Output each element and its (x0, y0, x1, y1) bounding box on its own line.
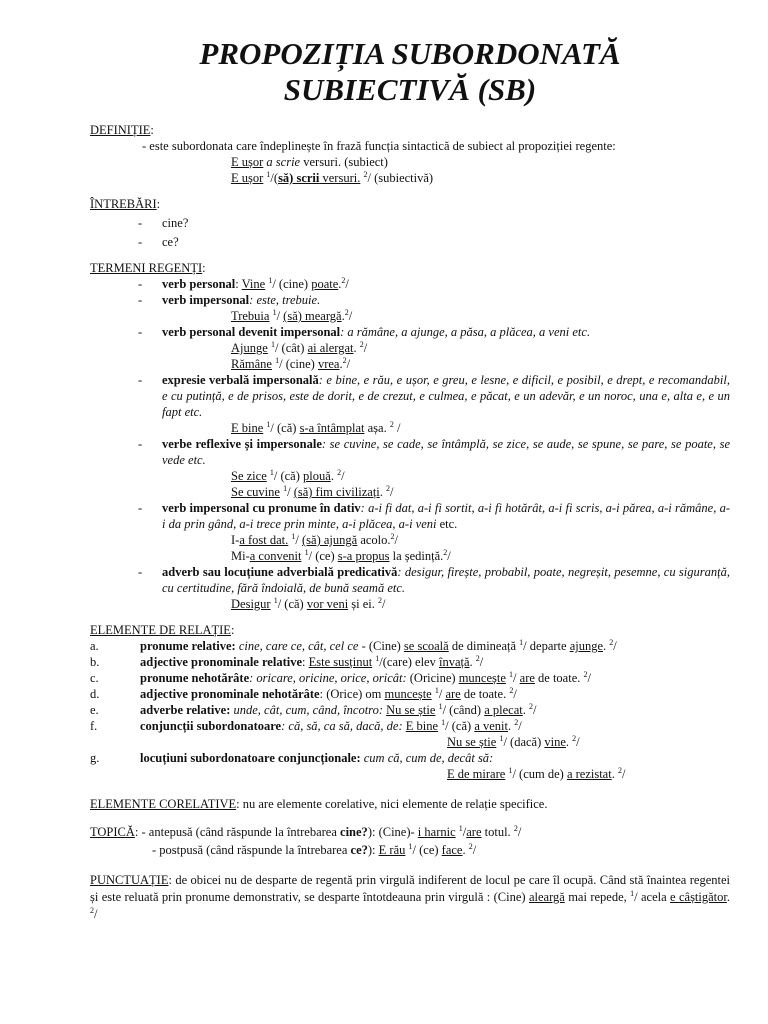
definition-text: - este subordonata care îndeplinește în frază funcția sintactică de subiect al propoziției regente: (142, 139, 616, 153)
term-example: Desigur $^1$/ (că) vor veni și ei. $^2$/ (231, 595, 386, 611)
term-example: Se cuvine $^1$/ (să) fim civilizați. $^2$/ (231, 483, 394, 499)
term-example: Ajunge $^1$/ (cât) ai alergat. $^2$/ (231, 339, 368, 355)
relation-item: e. adverbe relative: unde, cât, cum, când, încotro: Nu se știe $^1$/ (când) a plecat. $^2$/ (90, 701, 537, 717)
correlative-elements-section: ELEMENTE CORELATIVE: nu are elemente corelative, nici elemente de relație specifice. (90, 797, 548, 811)
relation-item: f. conjuncții subordonatoare: că, să, ca să, dacă, de: E bine $^1$/ (că) a venit. $^2$/ (90, 717, 522, 733)
term-item: - verb personal: Vine $^1$/ (cine) poate.$^2$/ (138, 275, 349, 291)
relation-item: c. pronume nehotărâte: oricare, oricine, orice, oricât: (Oricine) muncește $^1$/ are de toate. $^2$/ (90, 669, 591, 685)
questions-heading: ÎNTREBĂRI (90, 197, 157, 211)
correlative-heading: ELEMENTE CORELATIVE (90, 797, 237, 811)
question-item: - cine? (138, 216, 189, 230)
word-order-section: TOPICĂ: - antepusă (când răspunde la întrebarea cine?): (Cine)- i harnic $^1$/are totul. $^2$/ - postpusă (când răspunde la întrebarea ce?): E rău $^1$/ (ce) face. $^2$/ (90, 823, 522, 857)
word-order-heading: TOPICĂ (90, 825, 135, 839)
term-example: I-a fost dat. $^1$/ (să) ajungă acolo.$^2$/ (231, 531, 399, 547)
title-line-2: SUBIECTIVĂ (SB) (283, 72, 537, 107)
definition-example-2: E ușor $^1$/(să) scrii versuri. $^2$/ (subiectivă) (231, 169, 434, 185)
questions-section: ÎNTREBĂRI: - cine? - ce? (90, 196, 730, 250)
term-item: - expresie verbală impersonală: e bine, e rău, e ușor, e greu, e lesne, e dificil, e posibil, e drept, e recomandabil, e cu putință, e de prisos, este de dorit, e de crezut, e culmea, e păcat, e un adevăr, e un noroc, una e, alta e, e un fapt etc. (138, 373, 731, 419)
punctuation-heading: PUNCTUAȚIE (90, 873, 169, 887)
relation-example: Nu se știe $^1$/ (dacă) vine. $^2$/ (447, 733, 580, 749)
document-page (90, 36, 730, 923)
question-item: - ce? (138, 235, 179, 249)
relation-item: b. adjective pronominale relative: Este susținut $^1$/(care) elev învață. $^2$/ (90, 653, 484, 669)
term-item: - adverb sau locuțiune adverbială predicativă: desigur, firește, probabil, poate, negreșit, pesemne, cu siguranță, cu certitudine, fără îndoială, de bună seamă etc. (138, 565, 730, 595)
definition-section: DEFINIȚIE: - este subordonata care îndeplinește în frază funcția sintactică de subiect al propoziției regente: E ușor a scrie versuri. (subiect) E ușor $^1$/(să) scrii versuri. $^2$/ (subiectivă) (90, 122, 730, 186)
punctuation-section: PUNCTUAȚIE: de obicei nu de desparte de regentă prin virgulă indiferent de locul pe care îl ocupă. Când stă înaintea regentei și este reluată prin pronume demonstrativ, se desparte întotdeauna prin virgulă : (Cine) aleargă mai repede, $^1$/ acela e câștigător. $^2$/ (90, 873, 731, 921)
definition-heading: DEFINIȚIE (90, 123, 151, 137)
term-item: - verb impersonal cu pronume în dativ: a-i fi dat, a-i fi sortit, a-i fi hotărât, a-i fi scris, a-i părea, a-i rămâne, a-i da prin gând, a-i trece prin minte, a-i plăcea, a-i veni etc. (138, 501, 731, 531)
relation-item: a. pronume relative: cine, care ce, cât, cel ce - (Cine) se scoală de dimineață $^1$/ departe ajunge. $^2$/ (90, 637, 617, 653)
term-example: E bine $^1$/ (că) s-a întâmplat așa. $^2$ / (231, 419, 401, 435)
relation-item: g. locuțiuni subordonatoare conjuncționale: cum că, cum de, decât să: (90, 751, 494, 765)
relation-item: d. adjective pronominale nehotărâte: (Orice) om muncește $^1$/ are de toate. $^2$/ (90, 685, 517, 701)
relation-elements-section: ELEMENTE DE RELAȚIE: a. pronume relative: cine, care ce, cât, cel ce - (Cine) se scoală de dimineață $^1$/ departe ajunge. $^2$/ b. adjective pronominale relative: Este susținut $^1$/(care) elev învață. $^2$/ c. pronume nehotărâte: oricare, oricine, orice, oricât: (Oricine) muncește $^1$/ are de toate. $^2$/ d. adjective pronominale nehotărâte: (Orice) om muncește $^1$/ are de toate. $^2$/ e. adverbe relative: unde, cât, cum, când, încotro: Nu se știe $^1$/ (când) a plecat. $^2$/ f. conjuncții subordonatoare: că, să, ca să, dacă, de: E bine $^1$/ (că) a venit. $^2$/ Nu se știe $^1$/ (dacă) vine. $^2$/ g. locuțiuni subordonatoare conjuncționale: cum că, cum de, decât să: E de mirare $^1$/ (cum de) a rezistat. $^2$/ (90, 622, 730, 782)
term-item: - verb personal devenit impersonal: a rămâne, a ajunge, a păsa, a plăcea, a veni etc. (138, 325, 591, 339)
definition-example-1: E ușor a scrie versuri. (subiect) (231, 155, 388, 169)
relation-elements-heading: ELEMENTE DE RELAȚIE (90, 623, 231, 637)
term-example: Se zice $^1$/ (că) plouă. $^2$/ (231, 467, 345, 483)
page-title (90, 36, 730, 108)
term-item: - verbe reflexive și impersonale: se cuvine, se cade, se întâmplă, se zice, se aude, se spune, se pare, se poate, se vede etc. (138, 437, 731, 467)
governing-terms-section: TERMENI REGENȚI: - verb personal: Vine $^1$/ (cine) poate.$^2$/ - verb impersonal: este, trebuie. Trebuia $^1$/ (să) meargă.$^2$/ - verb personal devenit impersonal: a rămâne, a ajunge, a păsa, a plăcea, a veni etc. Ajunge $^1$/ (cât) ai alergat. $^2$/ Rămâne $^1$/ (cine) vrea.$^2$/ - expresie verbală impersonală: e bine, e rău, e ușor, e greu, e lesne, e dificil, e posibil, e drept, e recomandabil, e cu putință, e de prisos, este de dorit, e de crezut, e culmea, e păcat, e un adevăr, e un noroc, una e, alta e, e un fapt etc. E bine $^1$/ (că) s-a întâmplat așa. $^2$ / - verbe reflexive și impersonale: se cuvine, se cade, se întâmplă, se zice, se aude, se spune, se pare, se poate, se vede etc. Se zice $^1$/ (că) plouă. $^2$/ Se cuvine $^1$/ (să) fim civilizați. $^2$/ - verb impersonal cu pronume în dativ: a-i fi dat, a-i fi sortit, a-i fi hotărât, a-i fi scris, a-i părea, a-i rămâne, a-i da prin gând, a-i trece prin minte, a-i plăcea, a-i veni etc. I-a fost dat. $^1$/ (să) ajungă acolo.$^2$/ Mi-a convenit $^1$/ (ce) s-a propus la ședință.$^2$/ - adverb sau locuțiune adverbială predicativă: desigur, firește, probabil, poate, negreșit, pesemne, cu siguranță, cu certitudine, fără îndoială, de bună seamă etc. Desigur $^1$/ (că) vor veni și ei. $^2$/ (90, 261, 731, 611)
relation-example: E de mirare $^1$/ (cum de) a rezistat. $^2$/ (447, 765, 626, 781)
governing-terms-heading: TERMENI REGENȚI (90, 261, 203, 275)
term-item: - verb impersonal: este, trebuie. (138, 293, 321, 307)
term-example: Rămâne $^1$/ (cine) vrea.$^2$/ (231, 355, 351, 371)
title-line-1: PROPOZIȚIA SUBORDONATĂ (199, 36, 621, 71)
term-example: Mi-a convenit $^1$/ (ce) s-a propus la ședință.$^2$/ (231, 547, 451, 563)
term-example: Trebuia $^1$/ (să) meargă.$^2$/ (231, 307, 353, 323)
